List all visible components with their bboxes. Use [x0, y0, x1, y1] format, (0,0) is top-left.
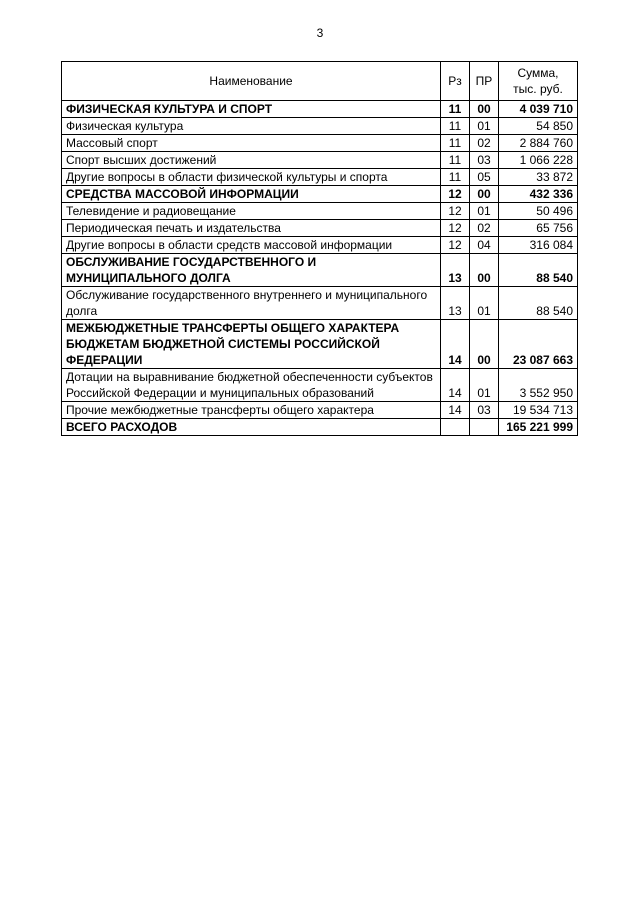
cell-name: Телевидение и радиовещание	[62, 203, 441, 220]
cell-pr: 00	[470, 186, 499, 203]
cell-name: Дотации на выравнивание бюджетной обеспеченности субъектов Российской Федерации и муниципальных образований	[62, 369, 441, 402]
page-number: 3	[316, 26, 324, 40]
cell-name: Прочие межбюджетные трансферты общего характера	[62, 402, 441, 419]
cell-name: Другие вопросы в области физической культуры и спорта	[62, 169, 441, 186]
cell-name: ОБСЛУЖИВАНИЕ ГОСУДАРСТВЕННОГО И МУНИЦИПАЛЬНОГО ДОЛГА	[62, 254, 441, 287]
cell-sum: 54 850	[499, 118, 578, 135]
cell-sum: 88 540	[499, 287, 578, 320]
expenditure-table	[61, 61, 578, 436]
cell-rz: 12	[441, 220, 470, 237]
cell-pr: 02	[470, 135, 499, 152]
cell-sum: 33 872	[499, 169, 578, 186]
table-row	[62, 237, 578, 254]
cell-rz: 14	[441, 402, 470, 419]
cell-name: СРЕДСТВА МАССОВОЙ ИНФОРМАЦИИ	[62, 186, 441, 203]
cell-rz: 13	[441, 254, 470, 287]
header-name: Наименование	[62, 62, 441, 101]
cell-name: Другие вопросы в области средств массовой информации	[62, 237, 441, 254]
cell-name: Обслуживание государственного внутреннего и муниципального долга	[62, 287, 441, 320]
cell-pr: 00	[470, 320, 499, 369]
cell-pr: 01	[470, 287, 499, 320]
cell-pr: 04	[470, 237, 499, 254]
cell-name: Массовый спорт	[62, 135, 441, 152]
cell-sum: 19 534 713	[499, 402, 578, 419]
cell-name: Периодическая печать и издательства	[62, 220, 441, 237]
cell-rz: 12	[441, 203, 470, 220]
cell-rz: 11	[441, 118, 470, 135]
cell-sum: 165 221 999	[499, 419, 578, 436]
cell-name: Спорт высших достижений	[62, 152, 441, 169]
cell-name: Физическая культура	[62, 118, 441, 135]
cell-pr: 01	[470, 203, 499, 220]
cell-sum: 50 496	[499, 203, 578, 220]
header-sum	[499, 62, 578, 101]
header-pr: ПР	[470, 62, 499, 101]
header-row	[62, 62, 578, 101]
cell-rz	[441, 419, 470, 436]
cell-pr	[470, 419, 499, 436]
table-row	[62, 135, 578, 152]
cell-pr: 01	[470, 118, 499, 135]
cell-rz: 14	[441, 320, 470, 369]
header-rz: Рз	[441, 62, 470, 101]
cell-rz: 13	[441, 287, 470, 320]
cell-pr: 02	[470, 220, 499, 237]
cell-sum: 1 066 228	[499, 152, 578, 169]
table-row	[62, 101, 578, 118]
cell-rz: 11	[441, 101, 470, 118]
cell-name: ФИЗИЧЕСКАЯ КУЛЬТУРА И СПОРТ	[62, 101, 441, 118]
table-row	[62, 320, 578, 369]
cell-pr: 00	[470, 254, 499, 287]
table-row	[62, 419, 578, 436]
table-row	[62, 369, 578, 402]
cell-rz: 14	[441, 369, 470, 402]
cell-sum: 316 084	[499, 237, 578, 254]
cell-pr: 03	[470, 402, 499, 419]
table-row	[62, 203, 578, 220]
table-row	[62, 220, 578, 237]
table-row	[62, 254, 578, 287]
cell-rz: 11	[441, 152, 470, 169]
cell-sum: 4 039 710	[499, 101, 578, 118]
cell-name: ВСЕГО РАСХОДОВ	[62, 419, 441, 436]
table-body	[62, 101, 578, 436]
cell-sum: 88 540	[499, 254, 578, 287]
cell-sum: 65 756	[499, 220, 578, 237]
cell-rz: 12	[441, 237, 470, 254]
cell-rz: 11	[441, 135, 470, 152]
cell-sum: 23 087 663	[499, 320, 578, 369]
header-sum-line2: тыс. руб.	[513, 82, 563, 96]
cell-rz: 12	[441, 186, 470, 203]
cell-pr: 00	[470, 101, 499, 118]
cell-sum: 2 884 760	[499, 135, 578, 152]
table-row	[62, 402, 578, 419]
cell-sum: 3 552 950	[499, 369, 578, 402]
cell-sum: 432 336	[499, 186, 578, 203]
cell-pr: 01	[470, 369, 499, 402]
table-row	[62, 152, 578, 169]
table-row	[62, 169, 578, 186]
cell-name: МЕЖБЮДЖЕТНЫЕ ТРАНСФЕРТЫ ОБЩЕГО ХАРАКТЕРА БЮДЖЕТАМ БЮДЖЕТНОЙ СИСТЕМЫ РОССИЙСКОЙ ФЕДЕРАЦИИ	[62, 320, 441, 369]
table-row	[62, 287, 578, 320]
table-row	[62, 118, 578, 135]
header-sum-line1: Сумма,	[517, 66, 559, 80]
cell-rz: 11	[441, 169, 470, 186]
cell-pr: 05	[470, 169, 499, 186]
table-row	[62, 186, 578, 203]
cell-pr: 03	[470, 152, 499, 169]
